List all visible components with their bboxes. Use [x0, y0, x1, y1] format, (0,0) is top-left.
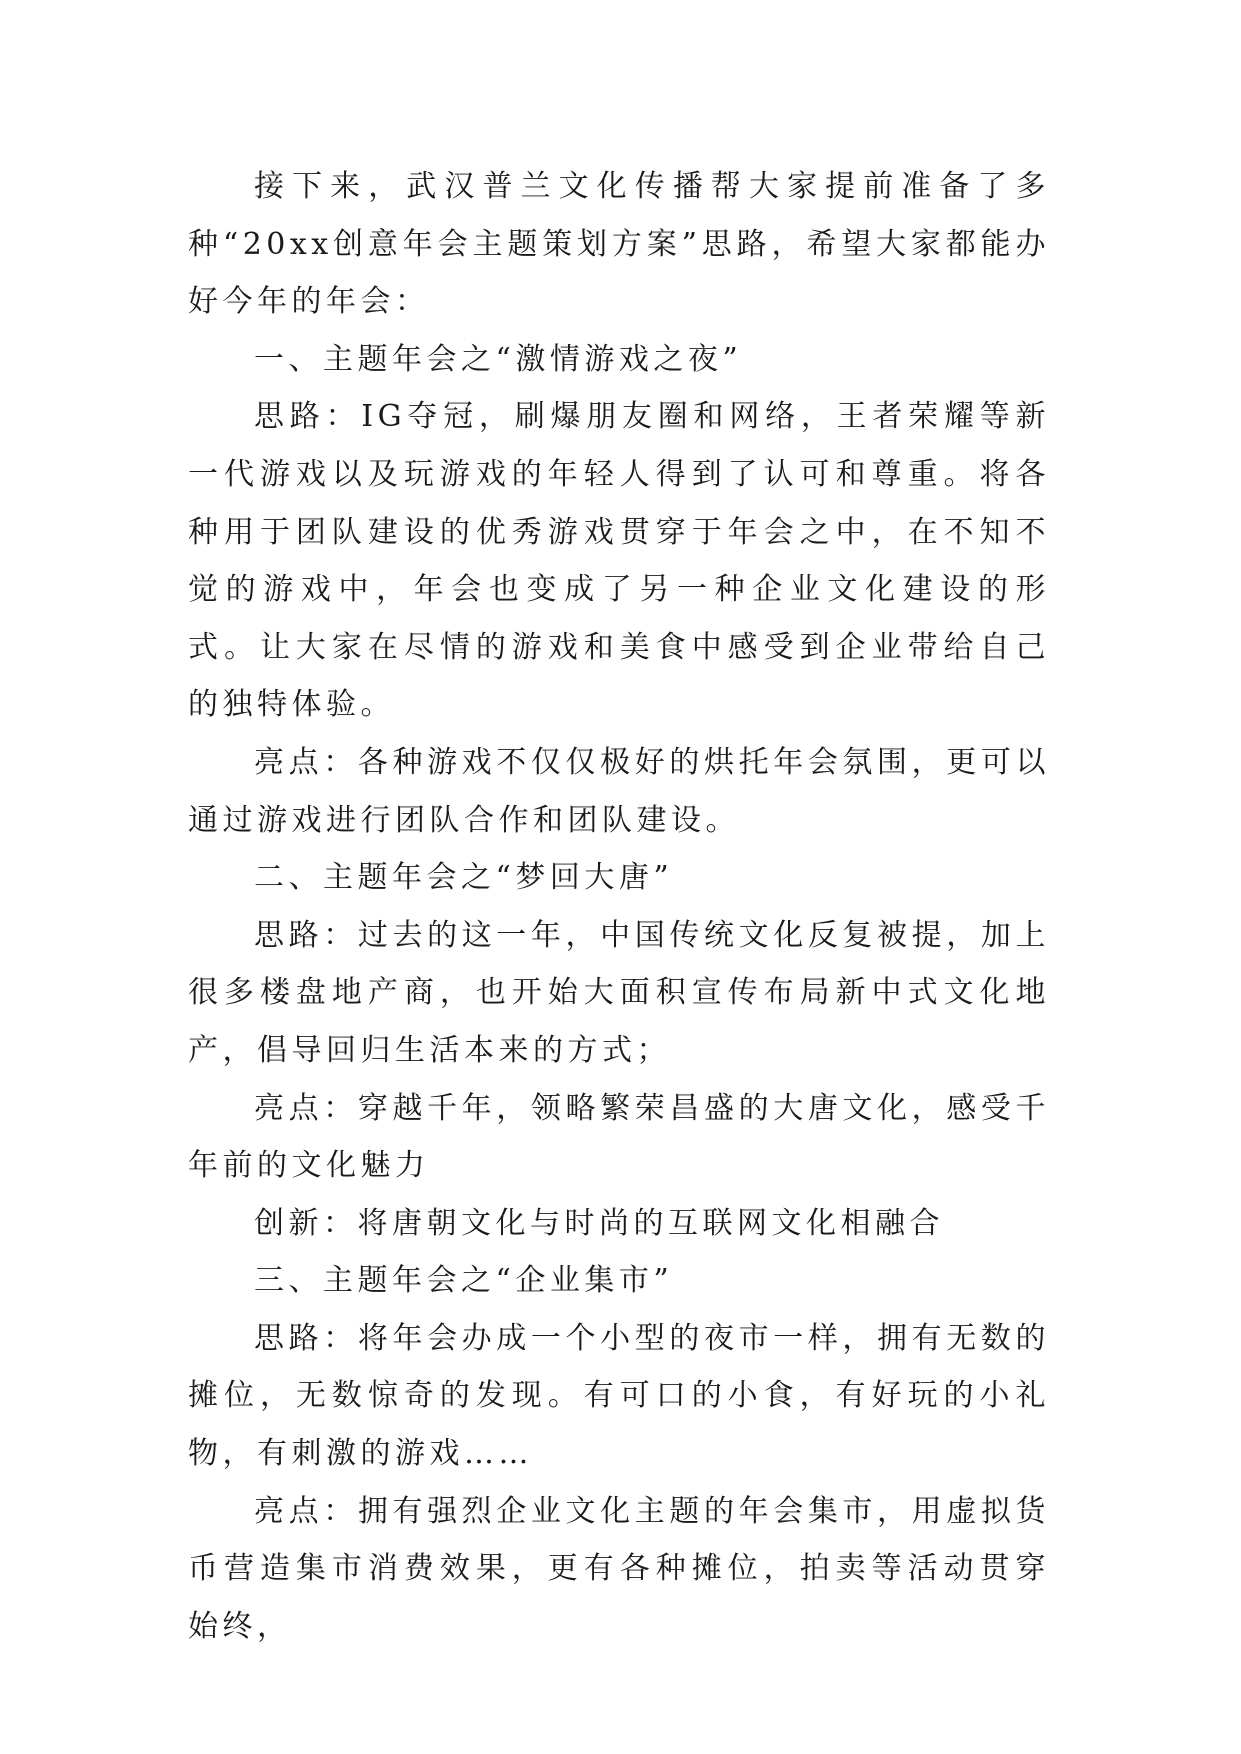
- theme-1-idea-paragraph: 思路：IG夺冠，刷爆朋友圈和网络，王者荣耀等新一代游戏以及玩游戏的年轻人得到了认可和尊重。将各种用于团队建设的优秀游戏贯穿于年会之中，在不知不觉的游戏中，年会也变成了另一种企业文化建设的形式。让大家在尽情的游戏和美食中感受到企业带给自己的独特体验。: [188, 399, 1050, 723]
- theme-2-idea-paragraph: 思路：过去的这一年，中国传统文化反复被提，加上很多楼盘地产商，也开始大面积宣传布局新中式文化地产，倡导回归生活本来的方式；: [188, 917, 1050, 1068]
- theme-2-innovation-paragraph: 创新：将唐朝文化与时尚的互联网文化相融合: [254, 1205, 944, 1241]
- theme-3-idea-paragraph: 思路：将年会办成一个小型的夜市一样，拥有无数的摊位，无数惊奇的发现。有可口的小食，有好玩的小礼物，有刺激的游戏……: [188, 1320, 1050, 1472]
- intro-paragraph: 接下来，武汉普兰文化传播帮大家提前准备了多种“20xx创意年会主题策划方案”思路，希望大家都能办好今年的年会：: [188, 169, 1050, 320]
- section-heading-3: 三、主题年会之“企业集市”: [254, 1263, 674, 1299]
- theme-1-highlight-paragraph: 亮点：各种游戏不仅仅极好的烘托年会氛围，更可以通过游戏进行团队合作和团队建设。: [188, 744, 1050, 838]
- document-body: [188, 158, 1050, 1655]
- theme-3-highlight-paragraph: 亮点：拥有强烈企业文化主题的年会集市，用虚拟货币营造集市消费效果，更有各种摊位，拍卖等活动贯穿始终，: [188, 1493, 1050, 1644]
- section-heading-2: 二、主题年会之“梦回大唐”: [254, 860, 674, 896]
- theme-2-highlight-paragraph: 亮点：穿越千年，领略繁荣昌盛的大唐文化，感受千年前的文化魅力: [188, 1090, 1050, 1184]
- section-heading-1: 一、主题年会之“激情游戏之夜”: [254, 341, 743, 377]
